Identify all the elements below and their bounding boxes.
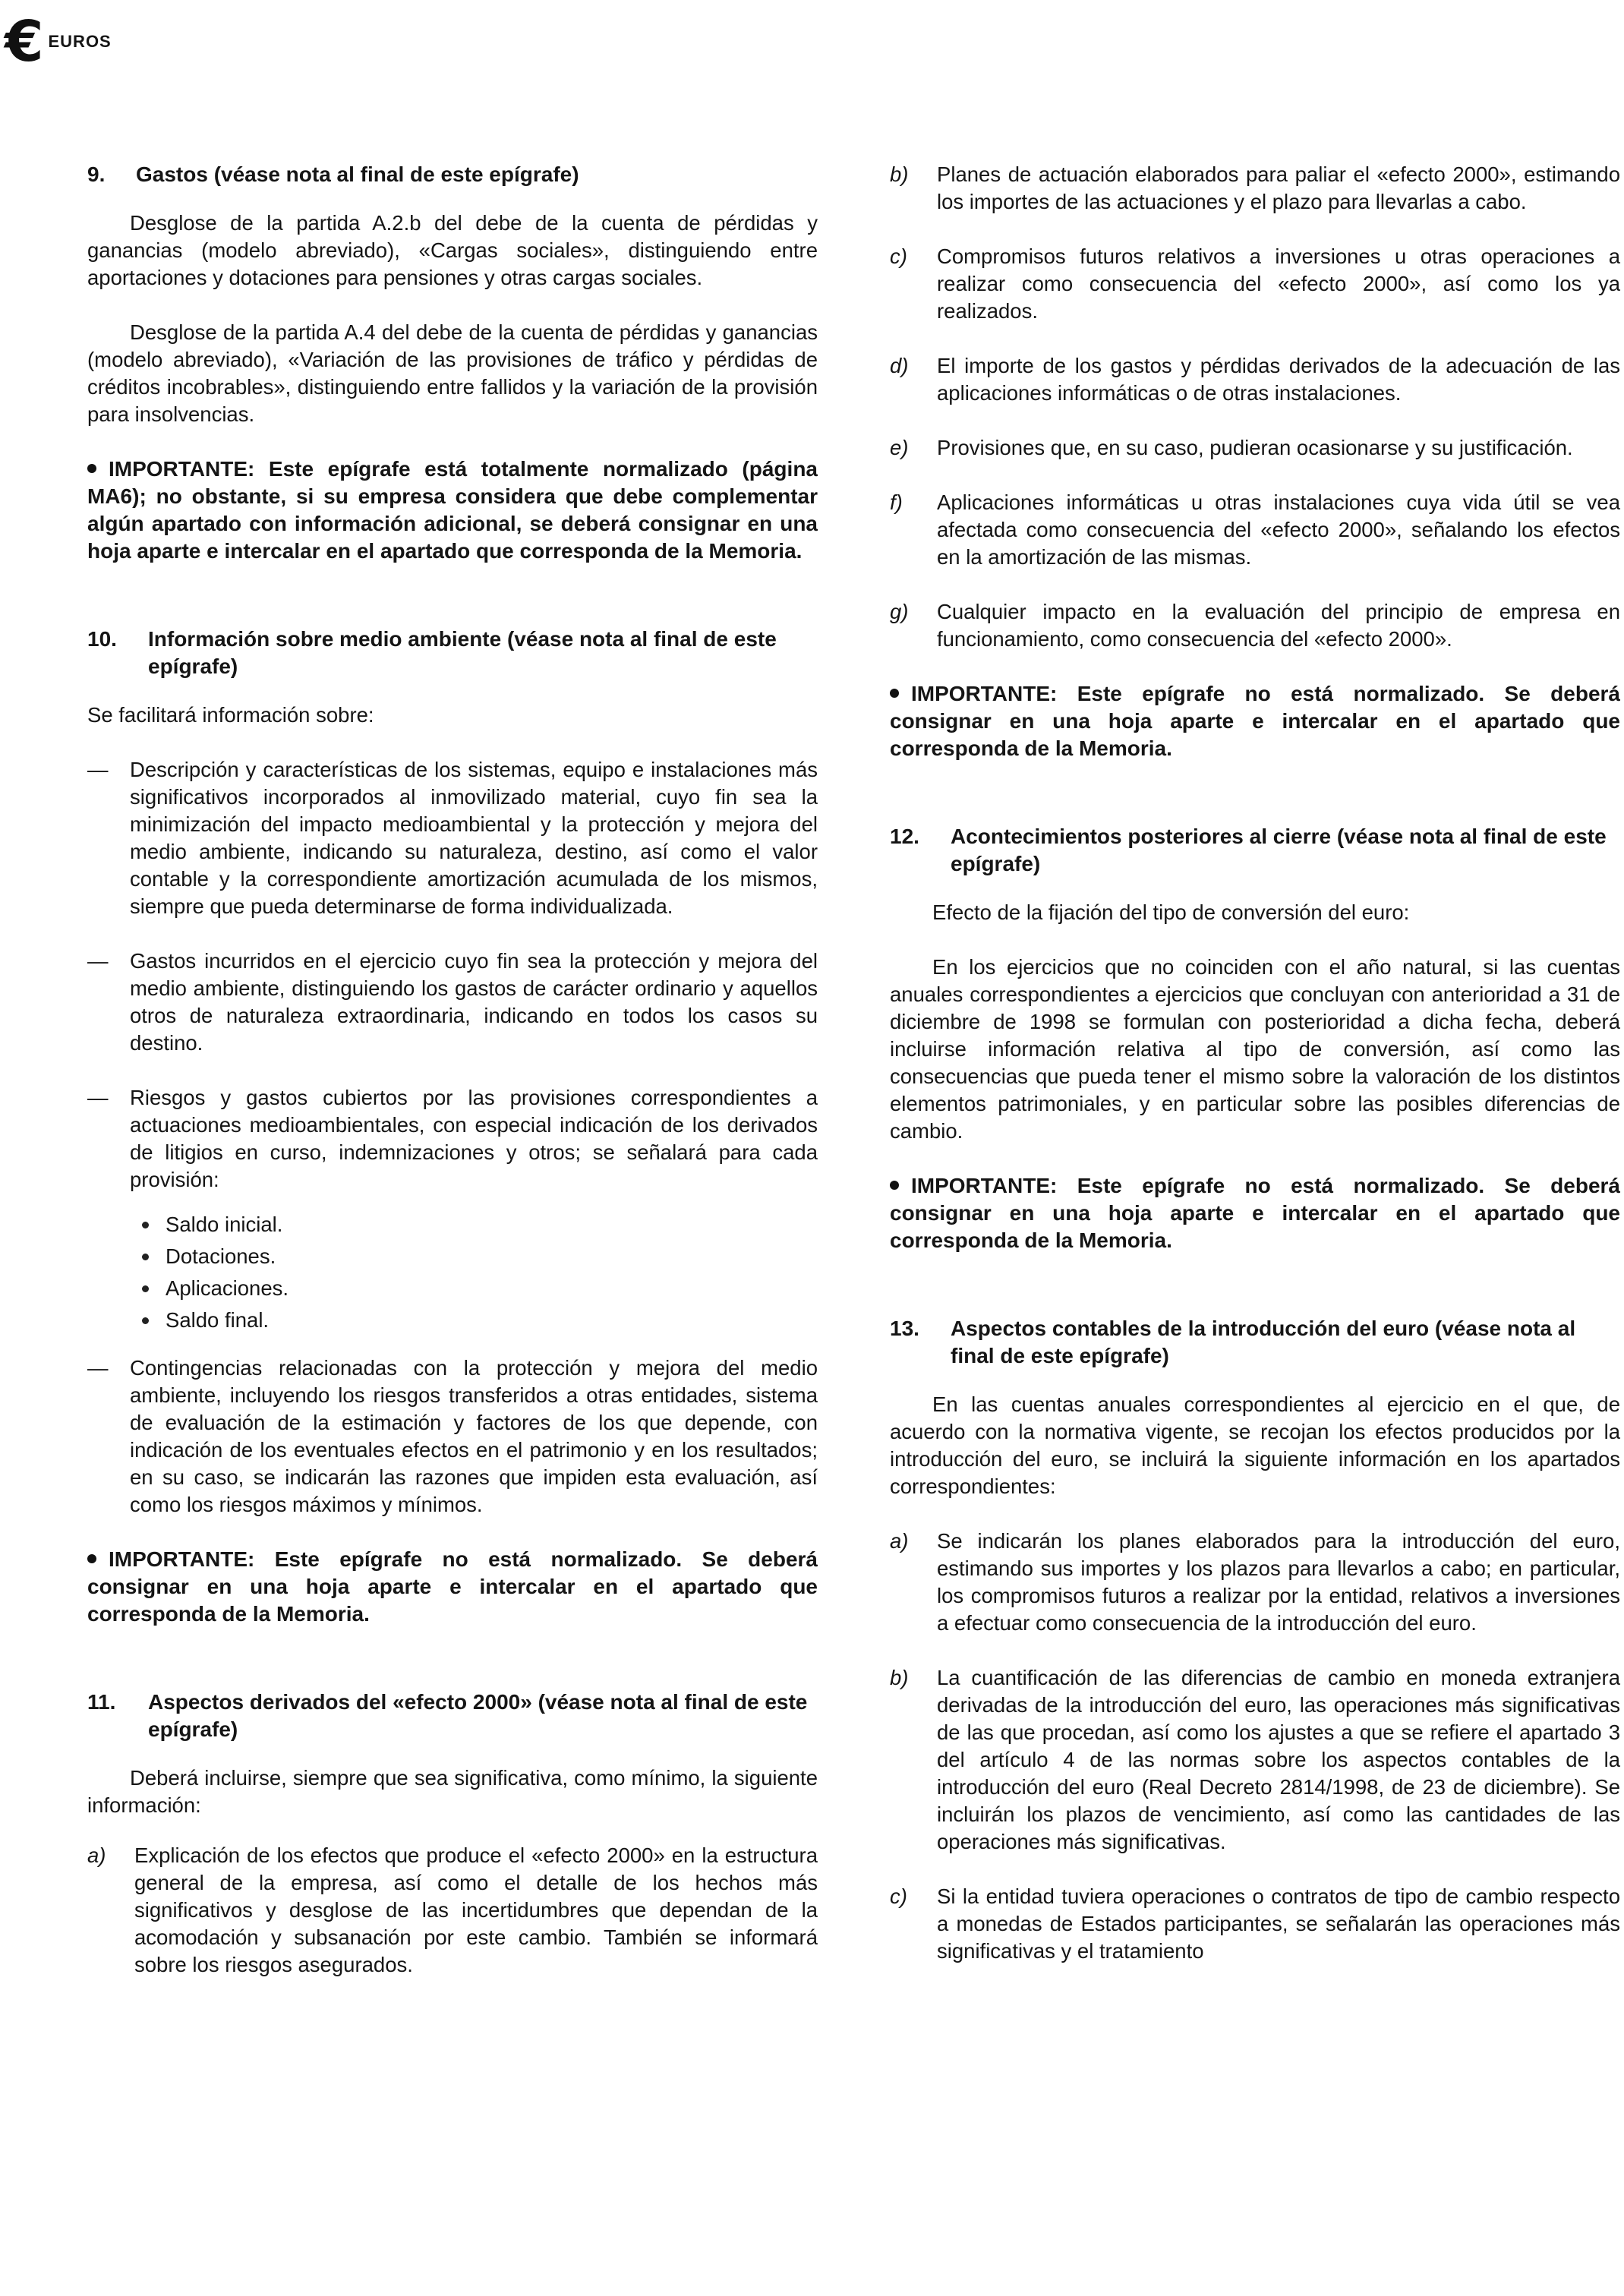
list-item — [890, 598, 1620, 653]
list-item-text: Explicación de los efectos que produce el «efecto 2000» en la estructura general de la empresa, así como el detalle de los hechos más significativos y desglose de las incertidumbres que dependan de la acomodación y subsanación por este cambio. También se informará sobre los riesgos asegurados. — [134, 1843, 818, 1976]
list-item-text: Contingencias relacionadas con la protección y mejora del medio ambiente, incluyendo los riesgos transferidos a otras entidades, sistema de evaluación de la estimación y factores de los que depende, con indicación de los eventuales efectos en el patrimonio y en los resultados; en su caso, se indicarán las razones que impiden esta evaluación, así como los riesgos máximos y mínimos. — [130, 1356, 818, 1516]
list-item-text: Se indicarán los planes elaborados para la introducción del euro, estimando sus importes y los plazos para llevarlos a cabo; en particular, los compromisos futuros a realizar por la entidad, relativos a inversiones a efectuar como consecuencia de la introducción del euro. — [937, 1529, 1620, 1635]
list-item-text: Provisiones que, en su caso, pudieran ocasionarse y su justificación. — [937, 436, 1573, 459]
dash-marker: — — [87, 949, 109, 973]
list-item-text: Planes de actuación elaborados para paliar el «efecto 2000», estimando los importes de las actuaciones y el plazo para llevarlas a cabo. — [937, 162, 1620, 213]
letter-marker: b) — [890, 162, 909, 186]
bullet-icon — [890, 689, 899, 698]
list-item — [87, 1084, 818, 1194]
bullet-icon — [142, 1222, 149, 1228]
section-title: Aspectos derivados del «efecto 2000» (véase nota al final de este epígrafe) — [148, 1690, 808, 1741]
section-11-heading — [87, 1689, 818, 1743]
provision-sublist — [130, 1209, 818, 1336]
letter-marker: c) — [890, 1884, 907, 1908]
section-number: 12. — [890, 825, 919, 848]
paragraph: Desglose de la partida A.2.b del debe de la cuenta de pérdidas y ganancias (modelo abreviado), «Cargas sociales», distinguiendo entre aportaciones y dotaciones para pensiones y otras cargas sociales. — [87, 211, 818, 289]
section-number: 9. — [87, 162, 106, 186]
list-item — [890, 434, 1620, 462]
list-item — [87, 1355, 818, 1519]
section-number: 13. — [890, 1317, 919, 1340]
list-item — [890, 1883, 1620, 1965]
letter-marker: b) — [890, 1666, 909, 1689]
left-column — [87, 161, 818, 2006]
bullet-icon — [142, 1254, 149, 1260]
dash-marker: — — [87, 1356, 109, 1380]
paragraph: Deberá incluirse, siempre que sea significativa, como mínimo, la siguiente información: — [87, 1766, 818, 1817]
list-item — [890, 243, 1620, 325]
bullet-icon — [142, 1285, 149, 1292]
list-item-text: Aplicaciones informáticas u otras instalaciones cuya vida útil se vea afectada como consecuencia del «efecto 2000», señalando los efectos en la amortización de las mismas. — [937, 490, 1620, 569]
important-text: IMPORTANTE: Este epígrafe está totalmente normalizado (página MA6); no obstante, si su empresa considera que debe complementar algún apartado con información adicional, se deberá consignar en una hoja aparte e intercalar en el apartado que corresponda de la Memoria. — [87, 457, 818, 563]
section-title: Acontecimientos posteriores al cierre (véase nota al final de este epígrafe) — [951, 825, 1607, 875]
dash-marker: — — [87, 758, 109, 781]
sublist-item: Saldo inicial. — [130, 1209, 818, 1241]
letter-marker: a) — [87, 1843, 106, 1867]
paragraph: Se facilitará información sobre: — [87, 703, 374, 727]
section-12-heading — [890, 823, 1620, 878]
list-item-text: El importe de los gastos y pérdidas derivados de la adecuación de las aplicaciones informáticas o de otras instalaciones. — [937, 354, 1620, 405]
letter-marker: e) — [890, 436, 909, 459]
sublist-item: Aplicaciones. — [130, 1273, 818, 1304]
list-item — [87, 948, 818, 1057]
important-note — [87, 456, 818, 565]
paragraph: En las cuentas anuales correspondientes al ejercicio en el que, de acuerdo con la normativa vigente, se recojan los efectos producidos por la introducción del euro, se incluirá la siguiente información en los apartados correspondientes: — [890, 1392, 1620, 1498]
list-item-text: La cuantificación de las diferencias de cambio en moneda extranjera derivadas de la introducción del euro, las operaciones más significativas de las que procedan, así como los ajustes a que se refiere el apartado 3 del artículo 4 de las normas sobre los aspectos contables de la introducción del euro (Real Decreto 2814/1998, de 23 de diciembre). Se incluirán los plazos de vencimiento, así como las cantidades de las operaciones más significativas. — [937, 1666, 1620, 1853]
list-item — [890, 1528, 1620, 1637]
list-item-text: Cualquier impacto en la evaluación del principio de empresa en funcionamiento, como consecuencia del «efecto 2000». — [937, 600, 1620, 651]
section-title: Información sobre medio ambiente (véase nota al final de este epígrafe) — [148, 627, 777, 678]
paragraph: Desglose de la partida A.4 del debe de la cuenta de pérdidas y ganancias (modelo abreviado), «Variación de las provisiones de tráfico y pérdidas de créditos incobrables», distinguiendo entre fallidos y la variación de la provisión para insolvencias. — [87, 320, 818, 426]
paragraph: Efecto de la fijación del tipo de conversión del euro: — [932, 900, 1410, 924]
list-item — [890, 161, 1620, 216]
important-text: IMPORTANTE: Este epígrafe no está normalizado. Se deberá consignar en una hoja aparte e intercalar en el apartado que corresponda de la Memoria. — [890, 1174, 1620, 1252]
paragraph: En los ejercicios que no coinciden con el año natural, si las cuentas anuales correspondientes a ejercicios que concluyan con anterioridad a 31 de diciembre de 1998 se formulan con posterioridad a dicha fecha, deberá incluirse información relativa al tipo de conversión, así como las consecuencias que pueda tener el mismo sobre la valoración de los distintos elementos patrimoniales, y en particular sobre las posibles diferencias de cambio. — [890, 955, 1620, 1143]
dash-marker: — — [87, 1086, 109, 1109]
section-title: Gastos (véase nota al final de este epígrafe) — [136, 162, 579, 186]
list-item-text: Descripción y características de los sistemas, equipo e instalaciones más significativos incorporados al inmovilizado material, cuyo fin sea la minimización del impacto medioambiental y la protección y mejora del medio ambiente, indicando su naturaleza, destino, así como el valor contable y la correspondiente amortización acumulada de los mismos, siempre que pueda determinarse de forma individualizada. — [130, 758, 818, 918]
section-10-heading — [87, 626, 818, 680]
bullet-icon — [87, 1554, 96, 1563]
important-note — [87, 1546, 818, 1628]
list-item-text: Compromisos futuros relativos a inversiones u otras operaciones a realizar como consecuencia del «efecto 2000», así como los ya realizados. — [937, 244, 1620, 323]
list-item-text: Riesgos y gastos cubiertos por las provisiones correspondientes a actuaciones medioambientales, con especial indicación de los derivados de litigios en curso, indemnizaciones y otros; se señalará para cada provisión: — [130, 1086, 818, 1191]
important-note — [890, 680, 1620, 762]
section-title: Aspectos contables de la introducción del euro (véase nota al final de este epígrafe) — [951, 1317, 1576, 1367]
important-text: IMPORTANTE: Este epígrafe no está normalizado. Se deberá consignar en una hoja aparte e intercalar en el apartado que corresponda de la Memoria. — [87, 1547, 818, 1626]
brand-label: EUROS — [48, 32, 112, 51]
section-9-heading — [87, 161, 818, 188]
list-item — [890, 489, 1620, 571]
letter-marker: c) — [890, 244, 907, 268]
important-note — [890, 1172, 1620, 1254]
bullet-icon — [142, 1317, 149, 1324]
sublist-item: Dotaciones. — [130, 1241, 818, 1273]
section-13-heading — [890, 1315, 1620, 1370]
list-item — [87, 756, 818, 920]
list-item-text: Si la entidad tuviera operaciones o contratos de tipo de cambio respecto a monedas de Estados participantes, se señalarán las operaciones más significativas y el tratamiento — [937, 1884, 1620, 1963]
list-item — [890, 1664, 1620, 1856]
euro-icon: € — [5, 9, 44, 74]
page-header — [5, 9, 112, 74]
section-number: 10. — [87, 627, 117, 651]
important-text: IMPORTANTE: Este epígrafe no está normalizado. Se deberá consignar en una hoja aparte e intercalar en el apartado que corresponda de la Memoria. — [890, 682, 1620, 760]
sublist-item: Saldo final. — [130, 1304, 818, 1336]
right-column — [890, 161, 1620, 1992]
bullet-icon — [890, 1181, 899, 1190]
letter-marker: g) — [890, 600, 909, 623]
list-item-text: Gastos incurridos en el ejercicio cuyo fin sea la protección y mejora del medio ambiente, distinguiendo los gastos de carácter ordinario y aquellos otros de naturaleza extraordinaria, indicando en todos los casos su destino. — [130, 949, 818, 1055]
letter-marker: d) — [890, 354, 909, 377]
letter-marker: f) — [890, 490, 903, 514]
list-item — [890, 352, 1620, 407]
section-number: 11. — [87, 1690, 116, 1714]
list-item — [87, 1842, 818, 1979]
bullet-icon — [87, 464, 96, 473]
letter-marker: a) — [890, 1529, 909, 1553]
